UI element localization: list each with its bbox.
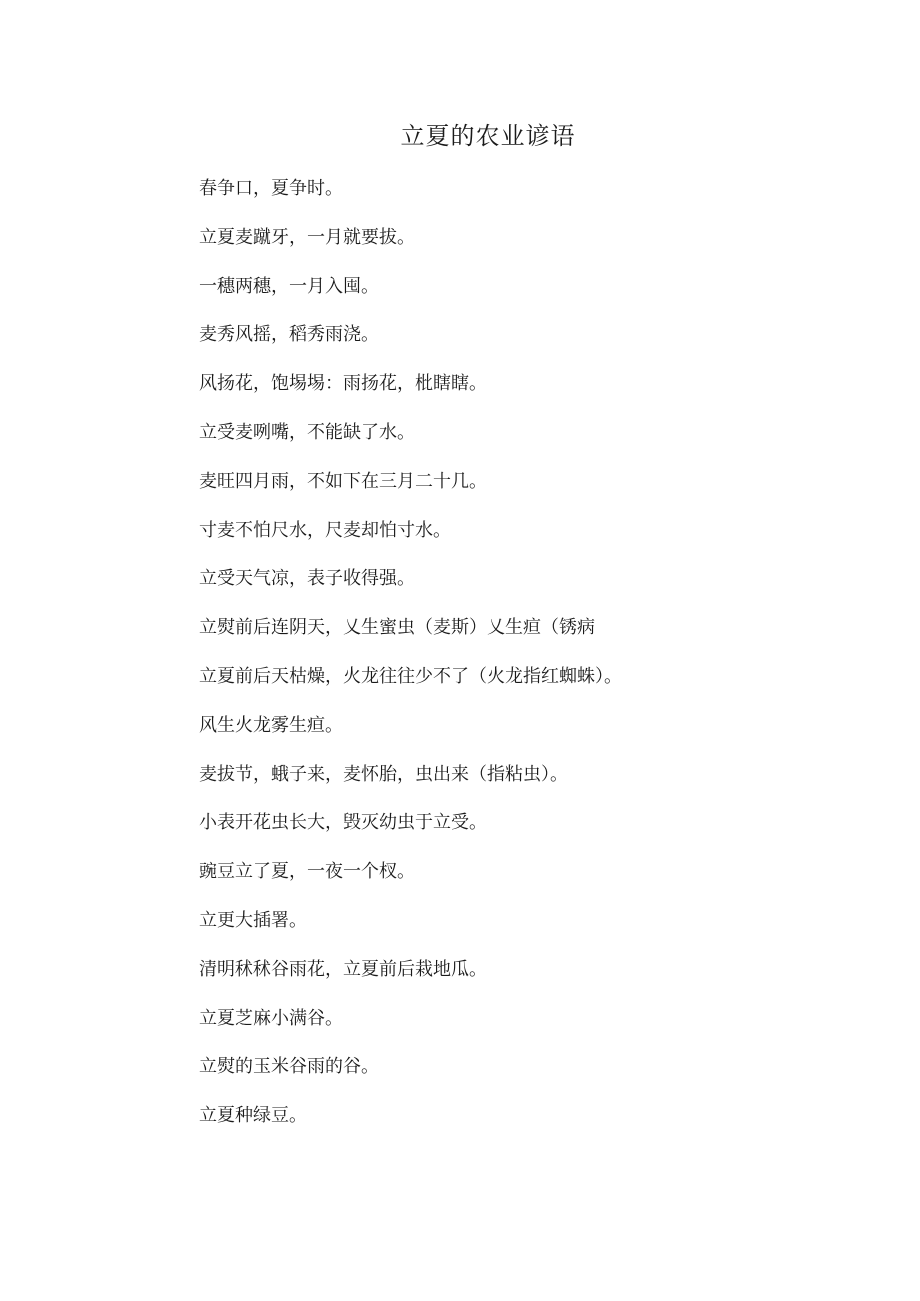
proverb-line: 一穗两穗，一月入囤。 (199, 275, 379, 297)
proverb-line: 立夏种绿豆。 (199, 1105, 307, 1127)
proverb-line: 寸麦不怕尺水，尺麦却怕寸水。 (199, 519, 451, 541)
proverb-line: 立夏麦蹴牙，一月就要拔。 (199, 226, 415, 248)
proverb-line: 立更大插署。 (199, 909, 307, 931)
proverb-line: 豌豆立了夏，一夜一个杈。 (199, 861, 415, 883)
proverb-line: 立熨前后连阴天，乂生蜜虫（麦斯）乂生疸（锈病 (199, 617, 595, 639)
proverb-line: 清明秫秫谷雨花，立夏前后栽地瓜。 (199, 958, 487, 980)
proverb-line: 风生火龙雾生疸。 (199, 714, 343, 736)
proverb-line: 麦秀风摇，稻秀雨浇。 (199, 324, 379, 346)
document-title: 立夏的农业谚语 (400, 122, 576, 150)
proverb-line: 立受天气凉，表子收得强。 (199, 568, 415, 590)
proverb-line: 立夏前后天枯燥，火龙往往少不了（火龙指红蜘蛛）。 (199, 665, 622, 687)
proverb-line: 立熨的玉米谷雨的谷。 (199, 1056, 379, 1078)
proverb-line: 麦拔节，蛾子来，麦怀胎，虫出来（指粘虫）。 (199, 763, 568, 785)
proverb-line: 立受麦咧嘴，不能缺了水。 (199, 421, 415, 443)
proverb-line: 麦旺四月雨，不如下在三月二十几。 (199, 470, 487, 492)
proverb-list (199, 172, 879, 1148)
proverb-line: 风扬花，饱埸埸：雨扬花，枇瞎瞎。 (199, 373, 487, 395)
proverb-line: 春争口，夏争时。 (199, 178, 343, 199)
proverb-line: 立夏芝麻小满谷。 (199, 1007, 343, 1029)
proverb-line: 小表开花虫长大，毁灭幼虫于立受。 (199, 812, 487, 834)
